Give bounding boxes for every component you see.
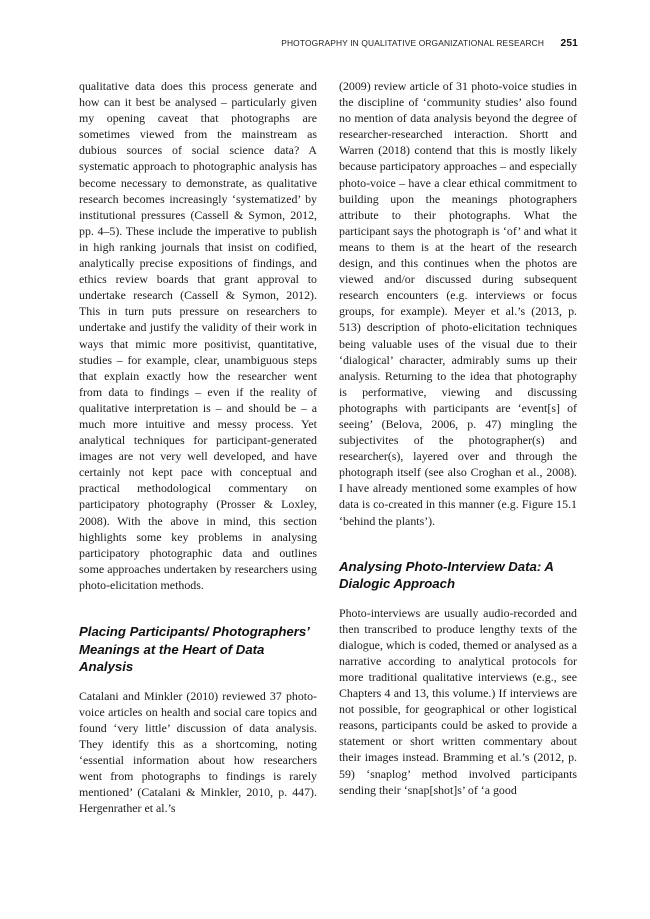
page-number: 251 bbox=[560, 38, 578, 49]
section-heading: Placing Participants/ Photographers’ Meanings at the Heart of Data Analysis bbox=[79, 624, 310, 674]
section-heading: Analysing Photo-Interview Data: A Dialogic Approach bbox=[339, 558, 554, 592]
body-paragraph: qualitative data does this process generate and how can it best be analysed – particularly given my opening caveat that photographs are sometimes viewed from the mainstream as dubious sources of social science data? A systematic approach to photographic analysis has become necessary to demonstrate, as qualitative research becomes increasingly ‘systematized’ by institutional pressures (Cassell & Symon, 2012, pp. 4–5). These include the imperative to publish in high ranking journals that insist on codified, analytically precise expositions of findings, and ethics review boards that grant approval to undertake research (Cassell & Symon, 2012). This in turn puts pressure on researchers to undertake and justify the validity of their work in ways that mimic more positivist, quantitative, studies – for example, clear, unambiguous steps that explain exactly how the researcher went from data to findings – even if the reality of qualitative interpretation is – and should be – a much more intuitive and messy process. Yet analytical techniques for participant-generated images are not very well developed, and have certainly not kept pace with conceptual and practical methodological commentary on participatory photography (Prosser & Loxley, 2008). With the above in mind, this section highlights some key problems in analysing participatory photographic data and outlines some approaches undertaken by researchers using photo-elicitation methods. bbox=[79, 79, 317, 592]
body-paragraph: Catalani and Minkler (2010) reviewed 37 photo-voice articles on health and social care topics and found ‘very little’ discussion of data analysis. They identify this as a shortcoming, noting ‘essential information about how researchers went from photographs to findings is rarely mentioned’ (Catalani & Minkler, 2010, p. 447). Hergenrather et al.’s bbox=[79, 688, 317, 816]
running-head bbox=[78, 38, 578, 49]
body-paragraph: Photo-interviews are usually audio-recorded and then transcribed to produce lengthy texts of the dialogue, which is coded, themed or analysed as a narrative according to analytical protocols for more traditional qualitative interviews (e.g., see Chapters 4 and 13, this volume.) If interviews are not possible, for geographical or other logistical reasons, participants could be asked to provide a statement or short written commentary about their images instead. Bramming et al.’s (2012, p. 59) ‘snaplog’ method involved participants sending their ‘snap[shot]s’ of ‘a good bbox=[339, 605, 577, 797]
body-paragraph: (2009) review article of 31 photo-voice studies in the discipline of ‘community studies’ also found no mention of data analysis beyond the degree of researcher-researched interaction. Shortt and Warren (2018) contend that this is mostly likely because participatory approaches – and especially photo-voice – have a clear ethical commitment to building upon the meanings photographers attribute to their photographs. What the participant says the photograph is ‘of’ and what it means to them is at the heart of the research design, and this continues when the photos are viewed and/or discussed during subsequent research encounters (e.g. interviews or focus groups, for example). Meyer et al.’s (2013, p. 513) description of photo-elicitation techniques being valuable uses of the visual due to their ‘dialogical’ character, admirably sums up their analysis. Returning to the idea that photography is performative, viewing and discussing photographs with participants are ‘event[s] of seeing’ (Belova, 2006, p. 47) mingling the subjectivites of the photographer(s) and researcher(s), layered over and through the photograph itself (see also Croghan et al., 2008). I have already mentioned some examples of how data is co-created in this manner (e.g. Figure 15.1 ‘behind the plants’). bbox=[339, 79, 577, 528]
running-title: PHOTOGRAPHY IN QUALITATIVE ORGANIZATIONAL RESEARCH bbox=[281, 38, 545, 48]
right-column bbox=[339, 78, 577, 798]
left-column bbox=[79, 78, 317, 816]
